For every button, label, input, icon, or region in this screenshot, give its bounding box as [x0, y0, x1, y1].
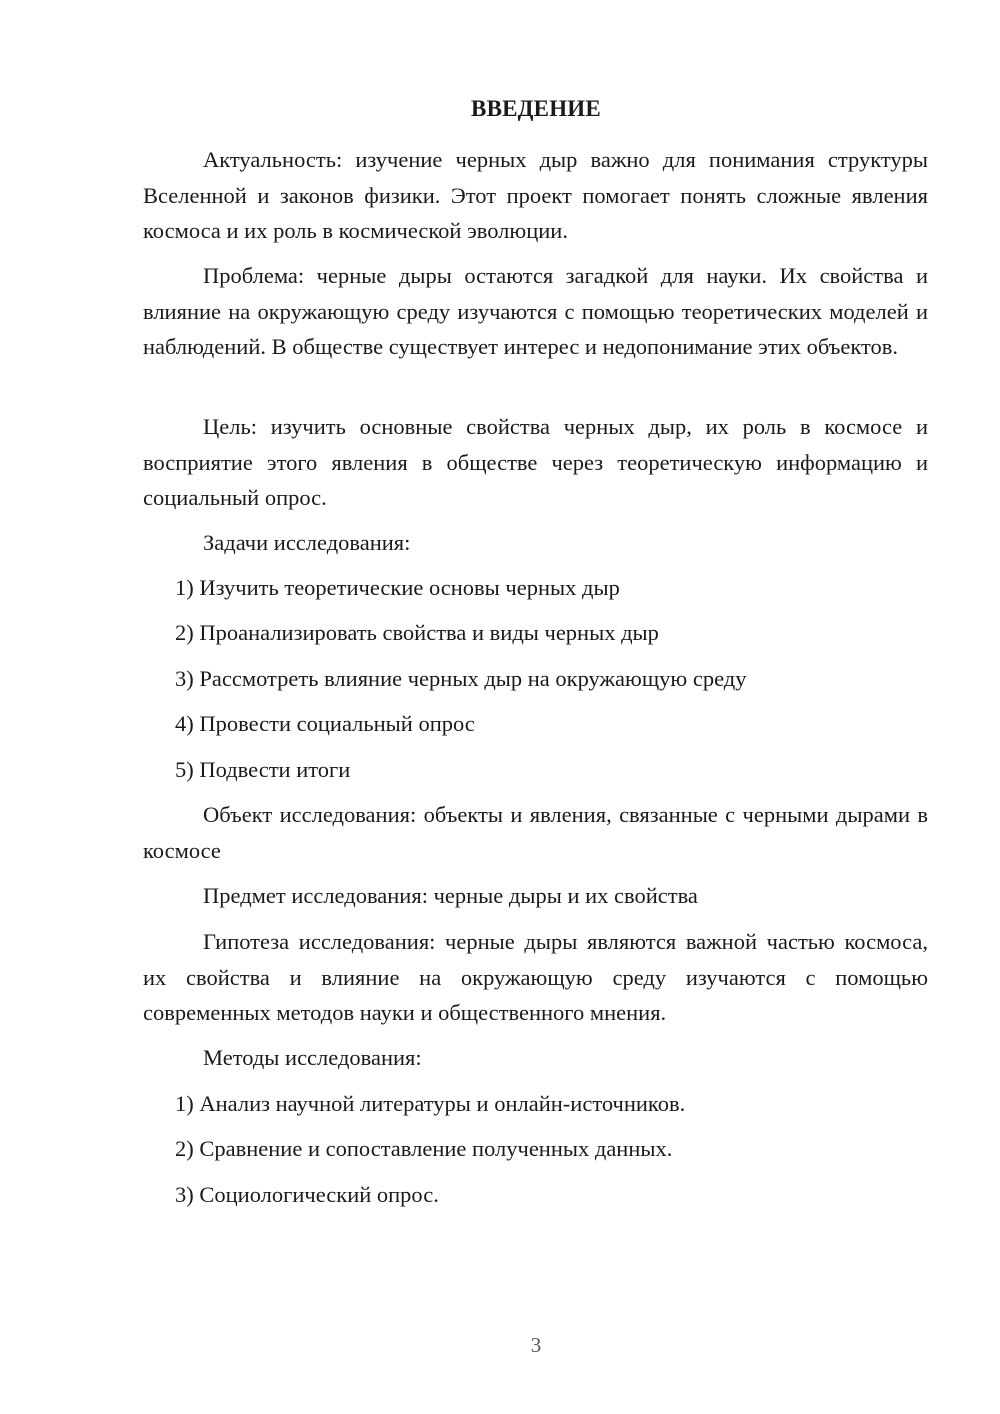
- task-item: 1) Изучить теоретические основы черных дыр: [175, 575, 620, 600]
- task-item: 4) Провести социальный опрос: [175, 711, 475, 736]
- relevance-paragraph: Актуальность: изучение черных дыр важно для понимания структуры Вселенной и законов физики. Этот проект помогает понять сложные явления космоса и их роль в космической эволюции.: [143, 147, 928, 243]
- task-item: 2) Проанализировать свойства и виды черных дыр: [175, 620, 659, 645]
- tasks-heading: Задачи исследования:: [203, 530, 411, 555]
- goal-paragraph: Цель: изучить основные свойства черных дыр, их роль в космосе и восприятие этого явления в обществе через теоретическую информацию и социальный опрос.: [143, 414, 928, 510]
- task-item: 3) Рассмотреть влияние черных дыр на окружающую среду: [175, 666, 747, 691]
- section-title: ВВЕДЕНИЕ: [471, 96, 601, 121]
- object-paragraph: Объект исследования: объекты и явления, связанные с черными дырами в космосе: [143, 802, 928, 863]
- task-item: 5) Подвести итоги: [175, 757, 351, 782]
- methods-heading: Методы исследования:: [203, 1045, 422, 1070]
- method-item: 2) Сравнение и сопоставление полученных данных.: [175, 1136, 673, 1161]
- subject-paragraph: Предмет исследования: черные дыры и их свойства: [203, 883, 698, 908]
- hypothesis-paragraph: Гипотеза исследования: черные дыры являются важной частью космоса, их свойства и влияние на окружающую среду изучаются с помощью современных методов науки и общественного мнения.: [143, 929, 928, 1025]
- problem-paragraph: Проблема: черные дыры остаются загадкой для науки. Их свойства и влияние на окружающую среду изучаются с помощью теоретических моделей и наблюдений. В обществе существует интерес и недопонимание этих объектов.: [143, 263, 928, 359]
- method-item: 3) Социологический опрос.: [175, 1182, 439, 1207]
- page-number: 3: [530, 1333, 542, 1357]
- method-item: 1) Анализ научной литературы и онлайн-источников.: [175, 1091, 686, 1116]
